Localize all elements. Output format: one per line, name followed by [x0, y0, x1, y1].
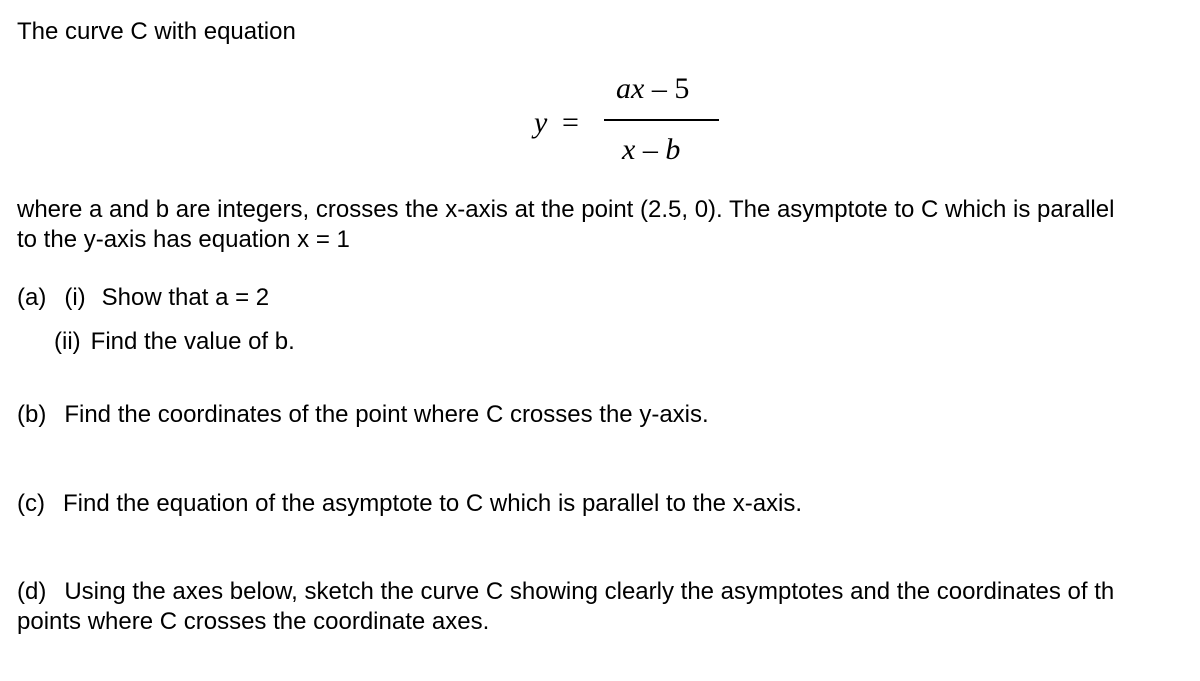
part-b-label: (b) — [17, 401, 47, 428]
part-d-label: (d) — [17, 578, 47, 605]
part-b — [17, 400, 709, 430]
part-a-ii-label: (ii) — [54, 328, 81, 355]
stem-line-2: to the y-axis has equation x = 1 — [17, 226, 350, 253]
part-a-ii-text: Find the value of b. — [90, 328, 295, 355]
part-c — [17, 489, 802, 519]
part-d — [17, 577, 1114, 607]
numerator-constant: – 5 — [644, 72, 690, 105]
part-d-text-line-2: points where C crosses the coordinate axes. — [17, 608, 490, 635]
equation-lhs: y — [534, 106, 548, 139]
part-d-text-line-1: Using the axes below, sketch the curve C showing clearly the asymptotes and the coordinates of th — [64, 578, 1115, 605]
part-c-label: (c) — [17, 490, 45, 517]
part-c-text: Find the equation of the asymptote to C which is parallel to the x-axis. — [62, 490, 803, 517]
part-a — [17, 283, 269, 313]
equation-numerator — [616, 72, 689, 106]
part-a-label: (a) — [17, 284, 47, 311]
equation-denominator — [622, 133, 680, 167]
part-a-i-text: Show that a = 2 — [101, 284, 270, 311]
equation-equals-sign: = — [562, 106, 579, 139]
stem-line-1: where a and b are integers, crosses the x-axis at the point (2.5, 0). The asymptote to C which is parallel — [17, 196, 1115, 223]
denominator-x: x — [622, 133, 636, 166]
part-a-ii — [54, 327, 295, 357]
denominator-minus: – — [635, 133, 666, 166]
numerator-variable: ax — [616, 72, 645, 105]
part-b-text: Find the coordinates of the point where C crosses the y-axis. — [64, 401, 709, 428]
curve-equation — [534, 70, 724, 180]
fraction-bar — [604, 119, 719, 121]
denominator-b: b — [665, 133, 681, 166]
part-a-i-label: (i) — [64, 284, 86, 311]
intro-text: The curve C with equation — [17, 18, 296, 45]
